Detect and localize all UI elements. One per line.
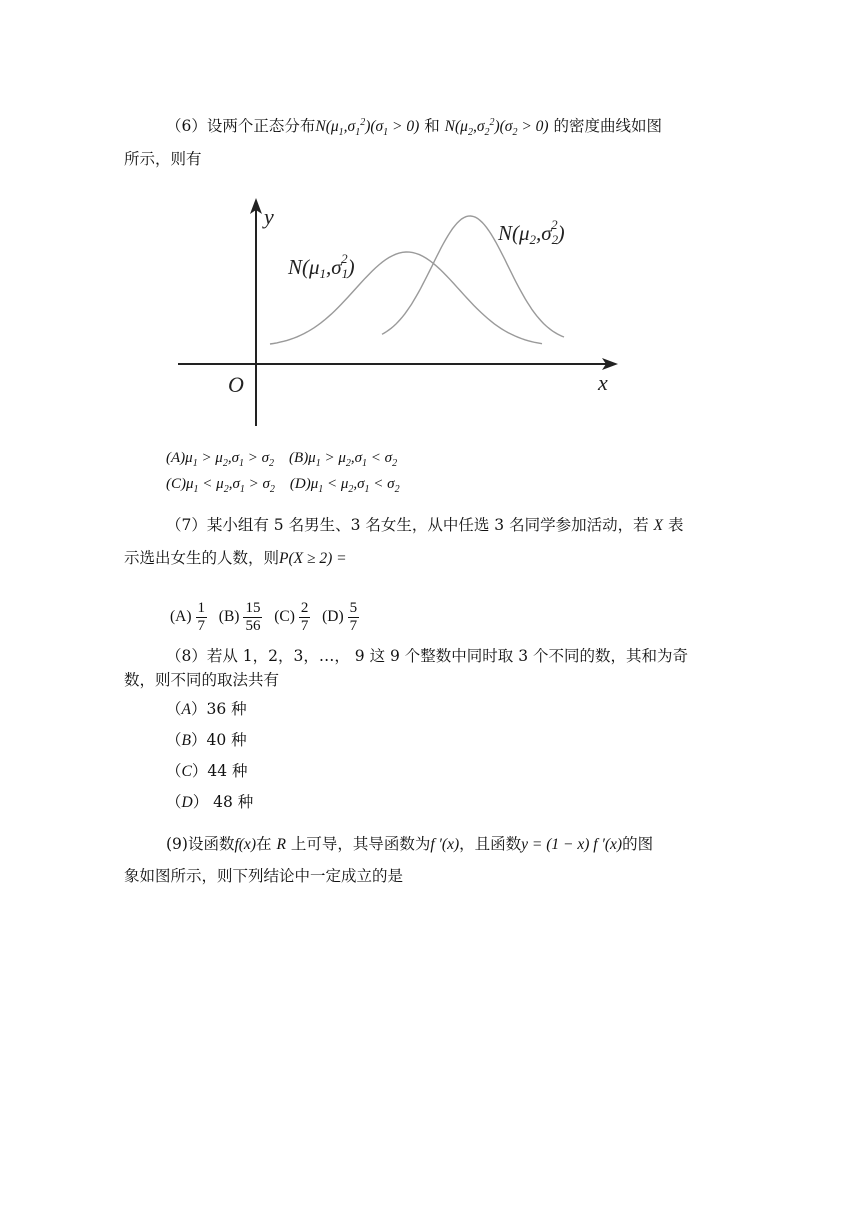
q7-option-a: (A) $\frac{1}{7}$ [170,600,206,634]
q6-suffix: 的密度曲线如图 [553,117,663,135]
q6-n2-math: $N(\mu_2,\sigma_2^2)(\sigma_2 > 0)$ [444,116,549,139]
q8-option-d: （D） 48 种 [166,793,254,811]
curve-1-label: N(μ1,σ12) [288,251,355,281]
q9-R: R [276,836,286,853]
q6-n1-math: $N(\mu_1,\sigma_1^2)(\sigma_1 > 0)$ [315,116,420,139]
q7-var: X [653,517,663,534]
q9-part-c: 上可导，其导函数为 [290,835,431,853]
q6-and: 和 [424,117,440,135]
q9-part-d: ，且函数 [459,835,522,853]
q9-part-b: 在 [255,835,272,853]
q7-line1 [166,515,683,536]
q7-text: （7）某小组有 5 名男生、3 名女生，从中任选 3 名同学参加活动，若 [166,516,649,534]
q9-line2: 象如图所示，则下列结论中一定成立的是 [124,867,404,885]
q9-fprime: f ′(x) [430,836,460,853]
q6-option-b: $(B)\mu_1 > \mu_2,\sigma_1 < \sigma_2$ [289,450,398,469]
q9-line1 [166,834,653,855]
q8-option-a: （A）36 种 [166,700,247,718]
q7-options [170,600,363,635]
q7-line2 [124,548,347,569]
q7-line2-prefix: 示选出女生的人数，则 [124,549,280,567]
q6-options-row1 [166,448,397,468]
q7-prob-math: P(X ≥ 2) = [279,550,347,567]
q6-prefix: （6）设两个正态分布 [166,117,316,135]
q8-option-c: （C）44 种 [166,762,248,780]
q9-part-e: 的图 [622,835,654,853]
q6-option-c: $(C)\mu_1 < \mu_2,\sigma_1 > \sigma_2$ [166,476,275,495]
q6-option-a: $(A)\mu_1 > \mu_2,\sigma_1 > \sigma_2$ [166,450,275,469]
q9-yexpr: y = (1 − x) f ′(x) [521,836,623,853]
q6-options-row2 [166,474,400,494]
q8-option-b: （B）40 种 [166,731,247,749]
q7-end: 表 [667,516,684,534]
origin-label: O [228,372,244,397]
q7-option-c: (C) $\frac{2}{7}$ [274,600,309,634]
q6-option-d: $(D)\mu_1 < \mu_2,\sigma_1 < \sigma_2$ [289,476,400,495]
q7-option-d: (D) $\frac{5}{7}$ [322,600,358,634]
q7-option-b: (B) $\frac{15}{56}$ [218,600,261,634]
q6-density-figure [170,192,630,432]
q8-line2: 数，则不同的取法共有 [124,671,280,689]
q9-fx: f(x) [234,836,256,853]
q6-line2: 所示，则有 [124,150,202,168]
q9-part-a: (9)设函数 [166,835,235,853]
q8-line1: （8）若从 1，2，3，…， 9 这 9 个整数中同时取 3 个不同的数，其和为奇 [166,647,689,665]
curve-2-label: N(μ2,σ22) [498,217,565,247]
y-axis-label: y [264,204,274,229]
q6-line1 [166,116,662,137]
x-axis-label: x [598,370,608,395]
